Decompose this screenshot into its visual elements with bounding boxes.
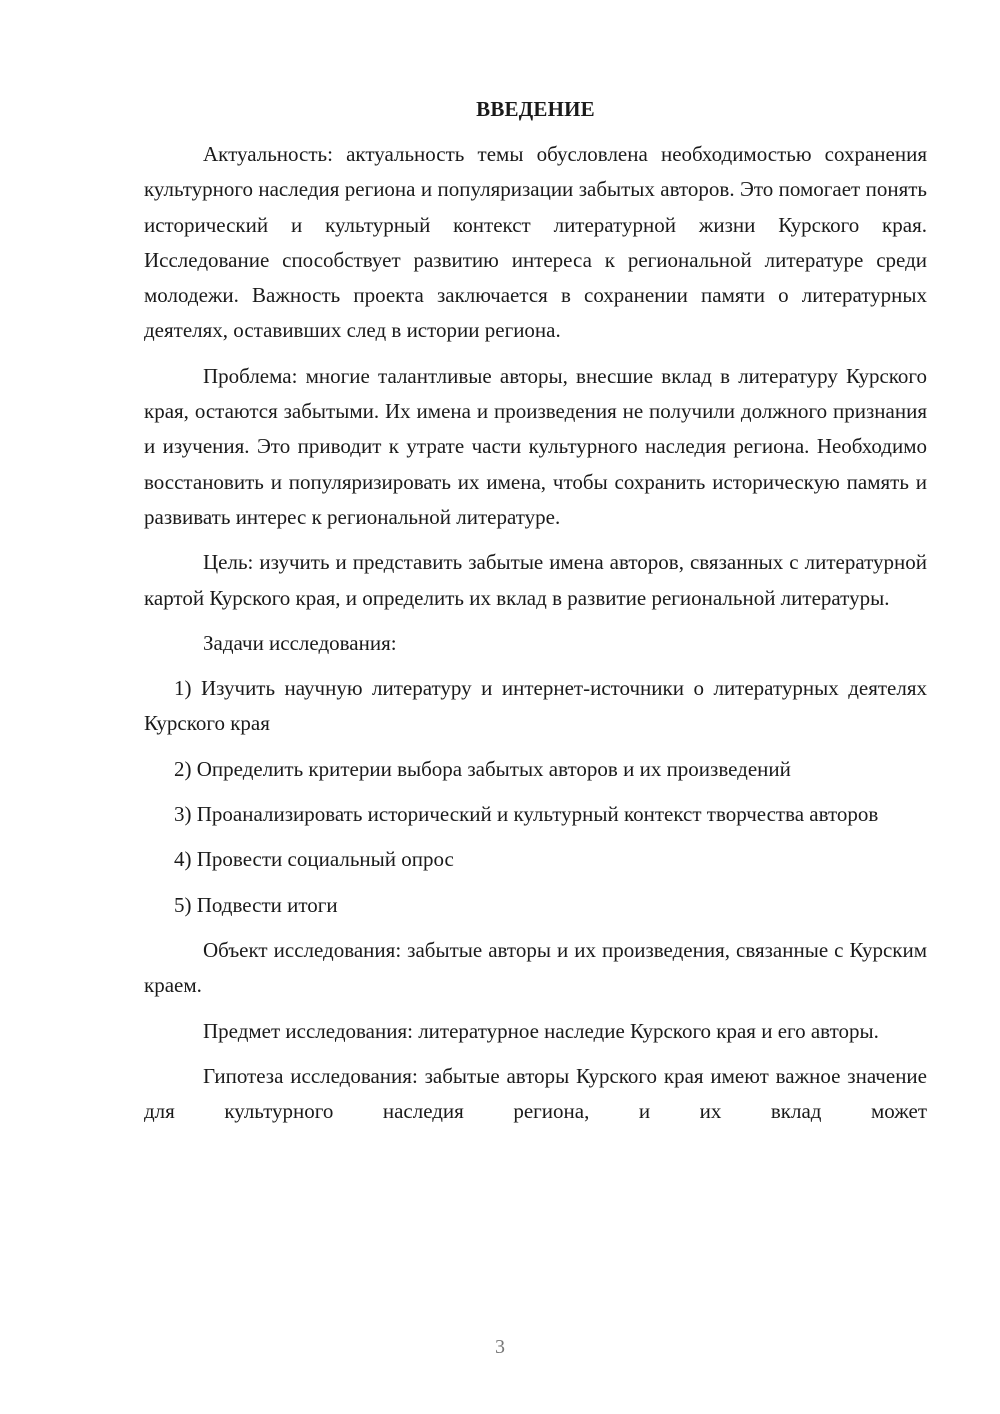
task-item: 2) Определить критерии выбора забытых авторов и их произведений <box>174 756 791 781</box>
task-item: 3) Проанализировать исторический и культурный контекст творчества авторов <box>174 802 879 827</box>
object-paragraph: Объект исследования: забытые авторы и их произведения, связанные с Курским краем. <box>144 937 927 998</box>
hypothesis-paragraph: Гипотеза исследования: забытые авторы Курского края имеют важное значение для культурного наследия региона, и их вклад может <box>144 1063 927 1124</box>
problem-paragraph: Проблема: многие талантливые авторы, внесшие вклад в литературу Курского края, остаются забытыми. Их имена и произведения не получили должного признания и изучения. Это приводит к утрате части культурного наследия региона. Необходимо восстановить и популяризировать их имена, чтобы сохранить историческую память и развивать интерес к региональной литературе. <box>144 363 927 529</box>
task-item: 5) Подвести итоги <box>174 892 338 917</box>
task-item: 4) Провести социальный опрос <box>174 847 454 872</box>
section-heading: ВВЕДЕНИЕ <box>476 97 595 121</box>
page-number: 3 <box>495 1336 505 1358</box>
document-page <box>144 92 927 1139</box>
tasks-title: Задачи исследования: <box>203 630 397 655</box>
subject-paragraph: Предмет исследования: литературное наследие Курского края и его авторы. <box>203 1018 879 1043</box>
goal-paragraph: Цель: изучить и представить забытые имена авторов, связанных с литературной картой Курского края, и определить их вклад в развитие региональной литературы. <box>144 550 927 610</box>
task-item: 1) Изучить научную литературу и интернет-источники о литературных деятелях Курского края <box>144 676 927 736</box>
relevance-paragraph: Актуальность: актуальность темы обусловлена необходимостью сохранения культурного наследия региона и популяризации забытых авторов. Это помогает понять исторический и культурный контекст литературной жизни Курского края. Исследование способствует развитию интереса к региональной литературе среди молодежи. Важность проекта заключается в сохранении памяти о литературных деятелях, оставивших след в истории региона. <box>144 142 927 343</box>
